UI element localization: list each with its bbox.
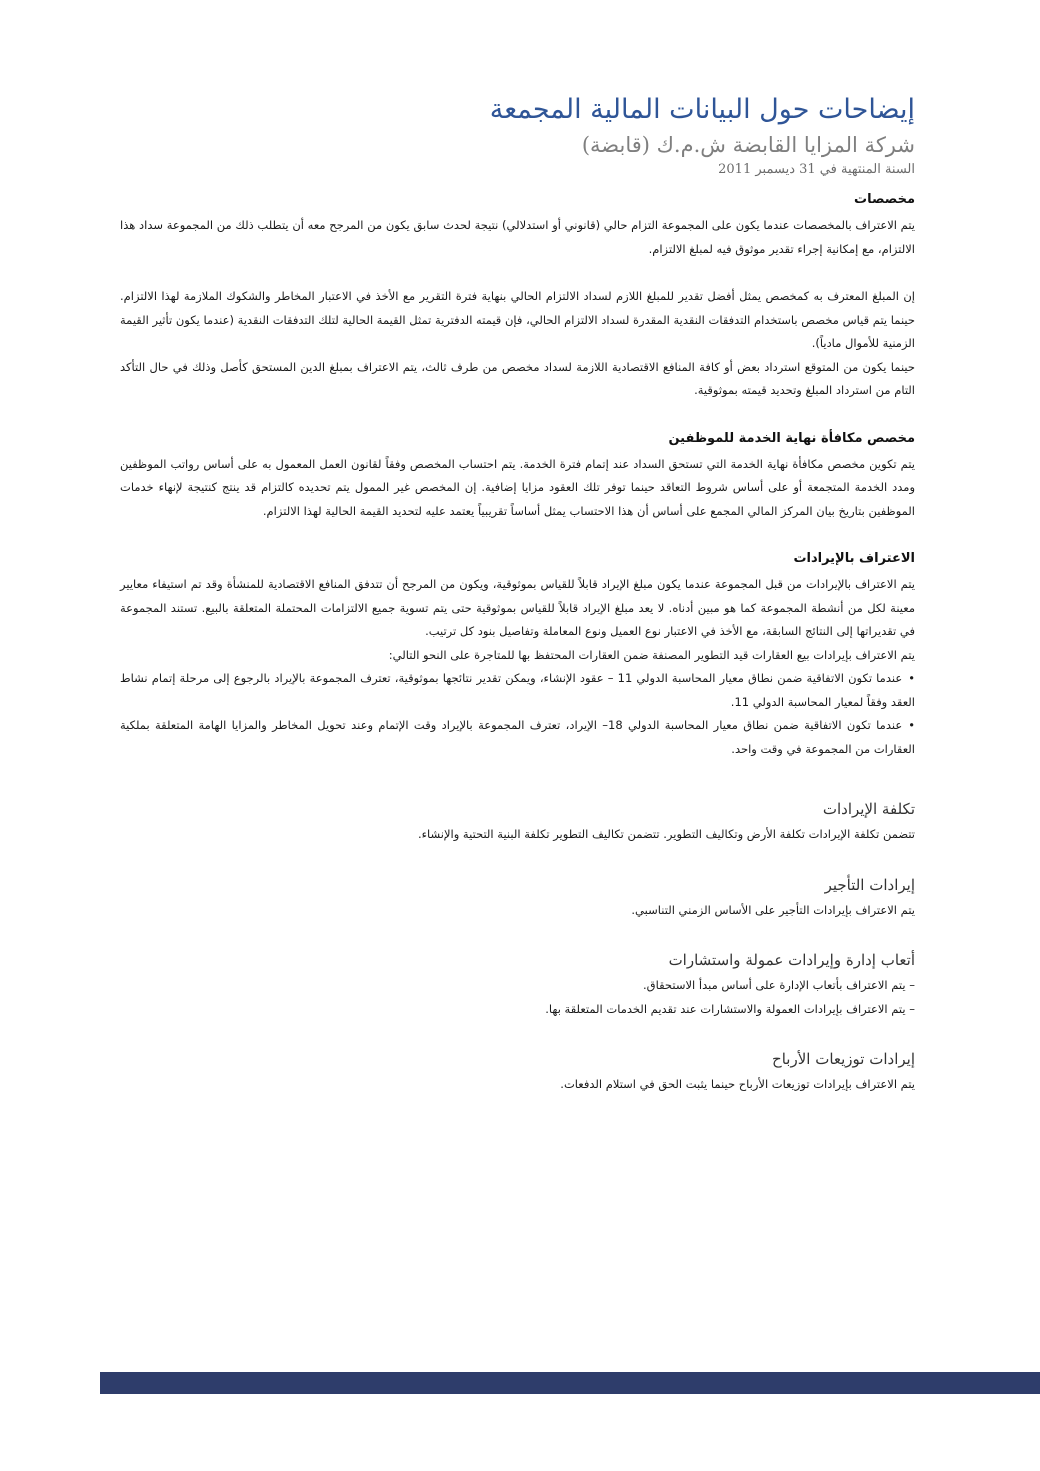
bullet-item	[120, 667, 915, 714]
paragraph: إن المبلغ المعترف به كمخصص يمثل أفضل تقدير للمبلغ اللازم لسداد الالتزام الحالي بنهاية فترة التقرير مع الأخذ في الاعتبار المخاطر والشكوك الملازمة لهذا الالتزام. حينما يتم قياس مخصص باستخدام التدفقات النقدية المقدرة لسداد الالتزام الحالي، فإن قيمته الدفترية تمثل القيمة الحالية لتلك التدفقات النقدية (عندما يكون تأثير القيمة الزمنية للأموال مادياً).	[120, 289, 915, 350]
paragraph: يتم الاعتراف بإيرادات توزيعات الأرباح حينما يثبت الحق في استلام الدفعات.	[560, 1077, 915, 1091]
list-item: – يتم الاعتراف بأتعاب الإدارة على أساس مبدأ الاستحقاق.	[643, 978, 915, 992]
spacer	[120, 847, 915, 871]
bullet-icon: •	[908, 718, 915, 732]
spacer	[120, 523, 915, 547]
bullet-text: عندما تكون الاتفاقية ضمن نطاق معيار المحاسبة الدولي 18– الإيراد، تعترف المجموعة بالإيراد وقت الإتمام وعند تحويل المخاطر والمزايا الهامة المتعلقة بملكية العقارات من المجموعة في وقت واحد.	[120, 718, 915, 756]
paragraph: حينما يكون من المتوقع استرداد بعض أو كافة المنافع الاقتصادية اللازمة لسداد مخصص من طرف ثالث، يتم الاعتراف بمبلغ الدين المستحق كأصل وذلك في حال التأكد التام من استرداد المبلغ وتحديد قيمته بموثوقية.	[120, 359, 915, 397]
section-end-of-service	[120, 427, 915, 524]
spacer	[120, 403, 915, 427]
spacer	[120, 261, 915, 285]
company-name: شركة المزايا القابضة ش.م.ك (قابضة)	[581, 133, 915, 157]
bullet-icon: •	[908, 671, 916, 685]
section-heading: مخصص مكافأة نهاية الخدمة للموظفين	[668, 430, 915, 446]
section-cost-of-revenue	[120, 795, 915, 847]
paragraph: يتم الاعتراف بالمخصصات عندما يكون على المجموعة التزام حالي (قانوني أو استدلالي) نتيجة لحدث سابق يكون من المرجح معه أن يتطلب ذلك من المجموعة سداد هذا الالتزام، مع إمكانية إجراء تقدير موثوق فيه لمبلغ الالتزام.	[120, 218, 915, 256]
document-page	[120, 90, 915, 1097]
subsection-heading: تكلفة الإيرادات	[822, 800, 915, 818]
bullet-text: عندما تكون الاتفاقية ضمن نطاق معيار المحاسبة الدولي 11 – عقود الإنشاء، ويمكن تقدير نتائجها بموثوقية، تعترف المجموعة بالإيراد بالرجوع إلى مرحلة إتمام نشاط العقد وفقاً لمعيار المحاسبة الدولي 11.	[120, 671, 915, 709]
spacer	[120, 761, 915, 795]
section-provisions	[120, 188, 915, 403]
section-heading: الاعتراف بالإيرادات	[793, 551, 915, 566]
period-label: السنة المنتهية في 31 ديسمبر 2011	[718, 162, 915, 177]
paragraph: يتم الاعتراف بالإيرادات من قبل المجموعة عندما يكون مبلغ الإيراد قابلاً للقياس بموثوقية، ويكون من المرجح أن تتدفق المنافع الاقتصادية للمنشأة وقد تم استيفاء معايير معينة لكل من أنشطة المجموعة كما هو مبين أدناه. لا يعد مبلغ الإيراد قابلاً للقياس بموثوقية حتى يتم تسوية جميع الالتزامات المحتملة المتعلقة بالبيع. تستند المجموعة في تقديراتها إلى النتائج السابقة، مع الأخذ في الاعتبار نوع العميل ونوع المعاملة وتفاصيل بنود كل ترتيب.	[120, 577, 915, 638]
subsection-heading: إيرادات التأجير	[824, 875, 915, 894]
section-heading: مخصصات	[854, 192, 915, 207]
list-item: – يتم الاعتراف بإيرادات العمولة والاستشارات عند تقديم الخدمات المتعلقة بها.	[545, 1001, 915, 1016]
bullet-item	[120, 714, 915, 761]
subsection-heading: إيرادات توزيعات الأرباح	[772, 1050, 915, 1068]
spacer	[120, 922, 915, 946]
footer-bar	[100, 1372, 1040, 1394]
section-dividends	[120, 1045, 915, 1097]
section-fees	[120, 946, 915, 1021]
page-title: إيضاحات حول البيانات المالية المجمعة	[489, 94, 915, 125]
paragraph: يتم تكوين مخصص مكافأة نهاية الخدمة التي تستحق السداد عند إتمام فترة الخدمة. يتم احتساب المخصص وفقاً لقانون العمل المعمول به على أساس رواتب الموظفين ومدد الخدمة المتجمعة أو على أساس شروط التعاقد حينما توفر تلك العقود مزايا إضافية. إن المخصص غير الممول يتم تحديده كالتزام قد ينتج كنتيجة لإنهاء خدمات الموظفين بتاريخ بيان المركز المالي المجمع على أساس أن هذا الاحتساب يمثل أساساً تقريبياً يعتمد عليه لتحديد القيمة الحالية لهذا الالتزام.	[120, 456, 915, 518]
section-revenue	[120, 547, 915, 761]
paragraph: يتم الاعتراف بإيرادات بيع العقارات قيد التطوير المصنفة ضمن العقارات المحتفظ بها للمتاجرة على النحو التالي:	[388, 647, 915, 662]
spacer	[120, 1021, 915, 1045]
section-rental-income	[120, 871, 915, 923]
subsection-heading: أتعاب إدارة وإيرادات عمولة واستشارات	[668, 951, 915, 969]
paragraph: تتضمن تكلفة الإيرادات تكلفة الأرض وتكاليف التطوير. تتضمن تكاليف التطوير تكلفة البنية التحتية والإنشاء.	[417, 827, 915, 841]
paragraph: يتم الاعتراف بإيرادات التأجير على الأساس الزمني التناسبي.	[631, 902, 915, 917]
